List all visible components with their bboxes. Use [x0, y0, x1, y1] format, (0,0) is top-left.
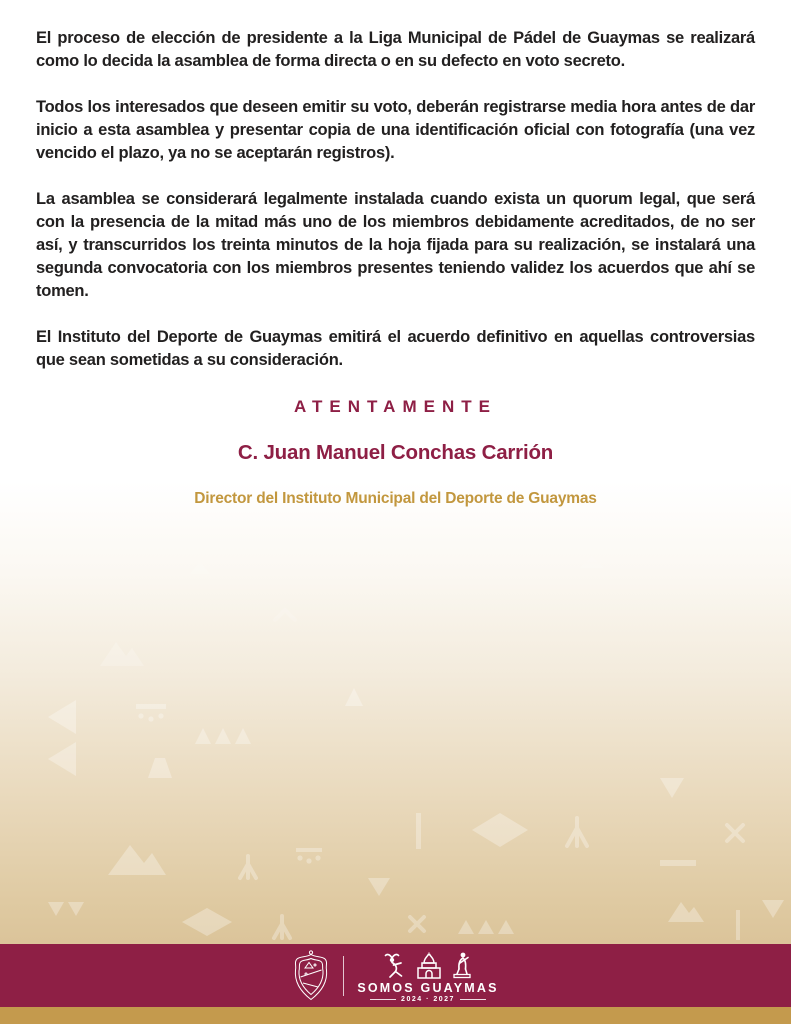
term-line-left [370, 999, 396, 1000]
footer-gold-strip [0, 1007, 791, 1024]
document-body [36, 27, 755, 533]
footer-divider [343, 956, 344, 996]
closing-salutation: ATENTAMENTE [294, 397, 497, 416]
fisherman-statue-icon [451, 951, 473, 979]
paragraph-quorum: La asamblea se considerará legalmente instalada cuando exista un quorum legal, que será con la presencia de la mitad más uno de los miembros debidamente acreditados, de no ser así, y transcurridos los treinta minutos de la hoja fijada para su realización, se instalará una segunda convocatoria con los miembros presentes teniendo validez los acuerdos que ahí se tomen. [36, 190, 755, 300]
signatory-title: Director del Instituto Municipal del Deporte de Guaymas [194, 490, 597, 507]
background-pattern [0, 510, 791, 944]
guaymas-coat-of-arms-icon [292, 950, 330, 1002]
brand-term [370, 996, 486, 1003]
signatory-name: C. Juan Manuel Conchas Carrión [237, 441, 554, 464]
term-line-right [460, 999, 486, 1000]
paragraph-election-process: El proceso de elección de presidente a la Liga Municipal de Pádel de Guaymas se realizará como lo decida la asamblea de forma directa o en su defecto en voto secreto. [36, 29, 755, 70]
brand-icons-row [383, 949, 473, 979]
paragraph-institute-ruling: El Instituto del Deporte de Guaymas emitirá el acuerdo definitivo en aquellas controversias que sean sometidas a su consideración. [36, 328, 755, 369]
somos-guaymas-brand [357, 949, 498, 1003]
church-icon [416, 952, 442, 979]
brand-name: SOMOS GUAYMAS [357, 980, 499, 995]
footer-brand-bar [0, 944, 791, 1007]
paragraph-registration: Todos los interesados que deseen emitir su voto, deberán registrarse media hora antes de dar inicio a esta asamblea y presentar copia de una identificación oficial con fotografía (una vez vencido el plazo, ya no se aceptarán registros). [36, 98, 755, 162]
deer-dancer-icon [383, 951, 407, 979]
term-years: 2024 · 2027 [401, 995, 455, 1003]
